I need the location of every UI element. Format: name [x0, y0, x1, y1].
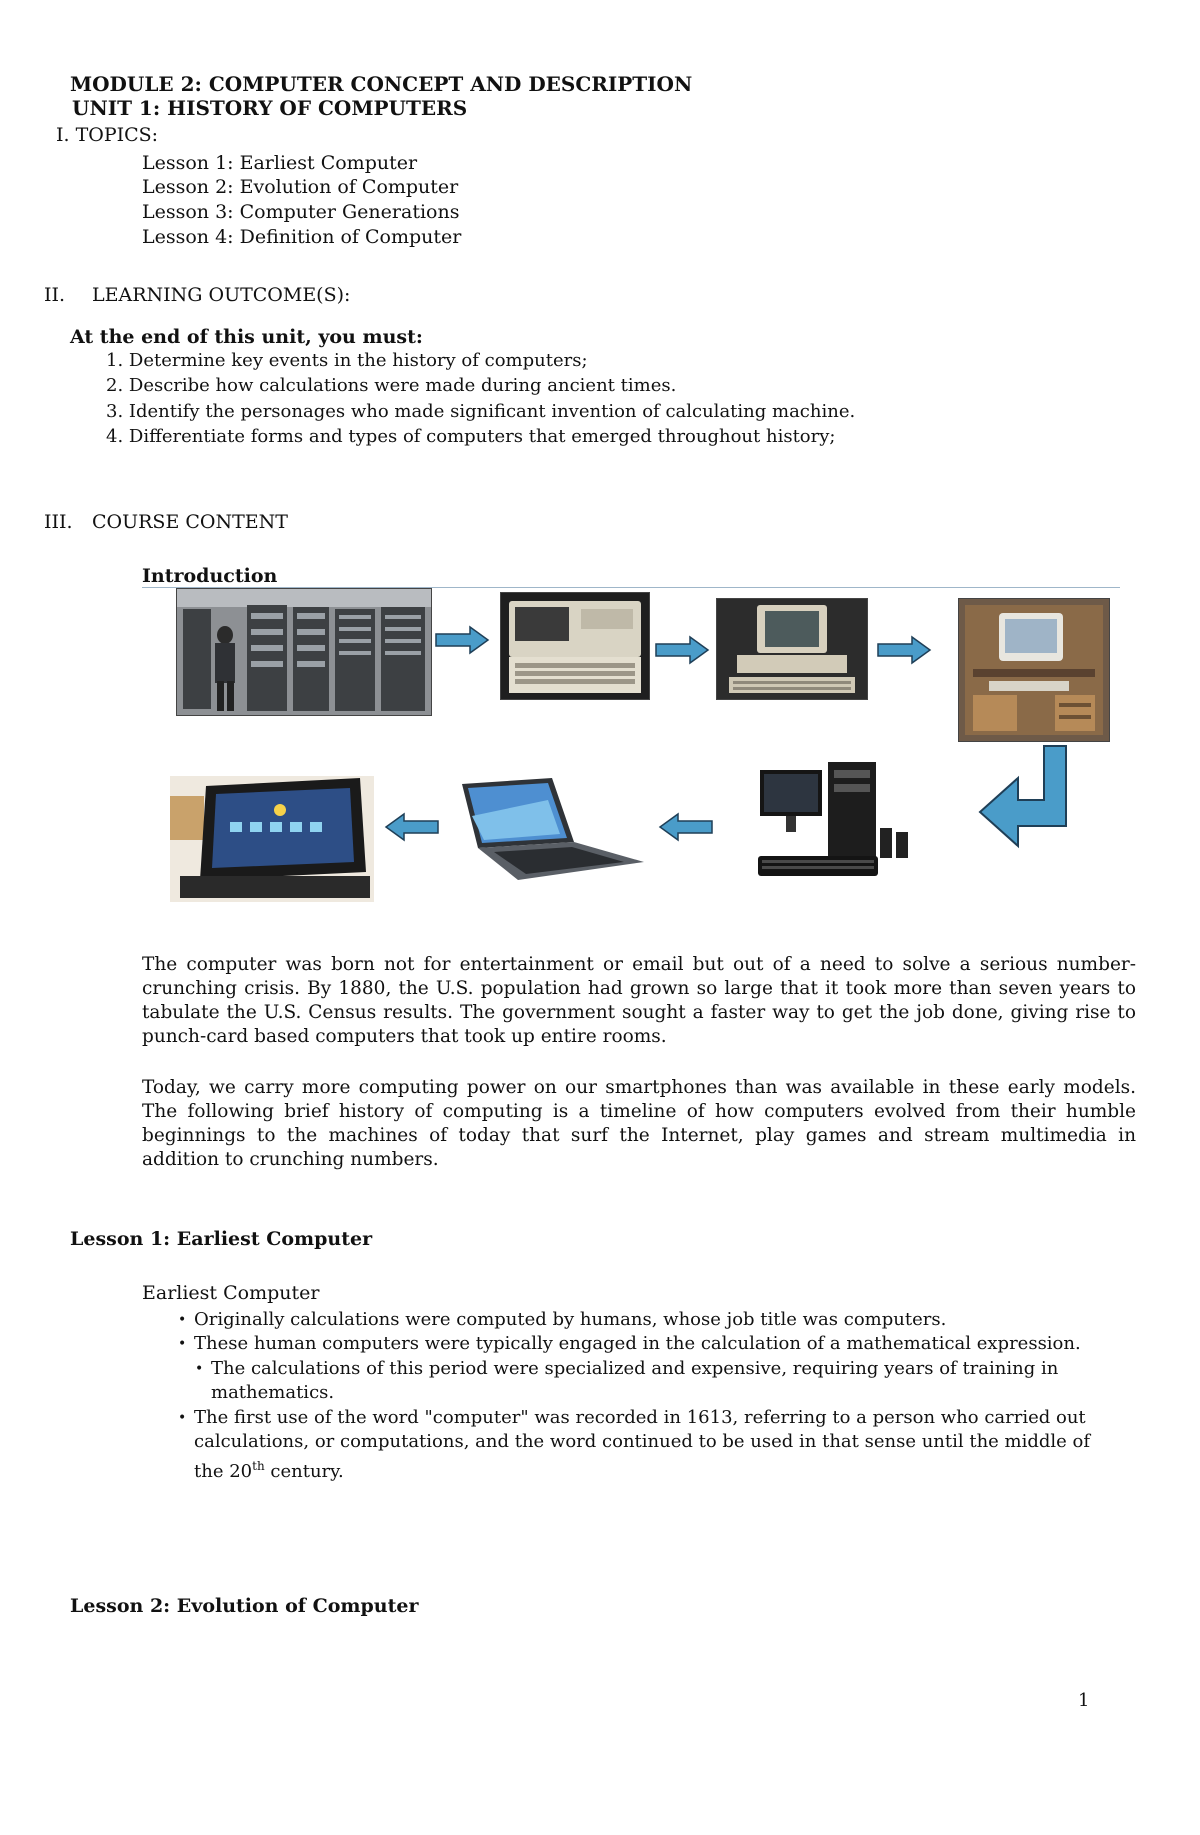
content-numeral: III. [44, 511, 73, 533]
outcomes-numeral: II. [44, 284, 66, 306]
bullet-dot-icon: • [178, 1312, 187, 1328]
modern-desktop-image [752, 760, 930, 882]
bullet-dot-icon: • [195, 1361, 204, 1377]
outcome-item-3: 3. Identify the personages who made significant invention of calculating machine. [106, 401, 856, 422]
lesson1-bullet-4-tail: century. [264, 1461, 344, 1482]
laptop-image [448, 776, 648, 886]
lesson2-heading: Lesson 2: Evolution of Computer [70, 1595, 419, 1617]
outcome-item-1: 1. Determine key events in the history of computers; [106, 350, 588, 371]
lesson1-bullet-3 [195, 1357, 1071, 1405]
lesson1-subheading: Earliest Computer [142, 1282, 320, 1304]
lesson1-bullet-4-ordinal: 20 [229, 1461, 253, 1482]
arrow-down-left-icon [976, 742, 1074, 850]
lesson1-heading: Lesson 1: Earliest Computer [70, 1228, 373, 1250]
intro-paragraph-1: The computer was born not for entertainment or email but out of a need to solve a serious number-crunching crisis. By 1880, the U.S. population had grown so large that it took more than seven years to tabulate the U.S. Census results. The government sought a faster way to get the job done, giving rise to punch-card based computers that took up entire rooms. [142, 954, 1136, 1047]
outcome-item-2: 2. Describe how calculations were made during ancient times. [106, 375, 677, 396]
topic-lesson-4: Lesson 4: Definition of Computer [142, 226, 462, 248]
arrow-left-icon [384, 812, 440, 842]
lesson1-bullet-1-text: Originally calculations were computed by humans, whose job title was computers. [194, 1309, 947, 1330]
topic-lesson-3: Lesson 3: Computer Generations [142, 201, 460, 223]
lesson1-bullet-4 [178, 1406, 1094, 1484]
arrow-left-icon [658, 812, 714, 842]
introduction-heading: Introduction [142, 565, 278, 587]
outcomes-intro: At the end of this unit, you must: [70, 326, 423, 348]
topic-lesson-2: Lesson 2: Evolution of Computer [142, 176, 459, 198]
intro-paragraph-2: Today, we carry more computing power on our smartphones than was available in these early models. The following brief history of computing is a timeline of how computers evolved from their humble beginnings to the machines of today that surf the Internet, play games and stream multimedia in addition to crunching numbers. [142, 1077, 1136, 1170]
module-title: MODULE 2: COMPUTER CONCEPT AND DESCRIPTION [70, 72, 693, 96]
desktop-pc-image [716, 598, 868, 700]
lesson1-bullet-1 [178, 1308, 1134, 1332]
lesson1-bullet-4-text: The first use of the word "computer" was recorded in 1613, referring to a person who carried out calculations, or computations, and the word continued to be used in that sense until the middle of the [194, 1407, 1091, 1482]
computer-desk-image [958, 598, 1110, 742]
outcome-item-4: 4. Differentiate forms and types of computers that emerged throughout history; [106, 426, 836, 447]
arrow-right-icon [654, 635, 710, 665]
bullet-dot-icon: • [178, 1410, 187, 1426]
bullet-dot-icon: • [178, 1336, 187, 1352]
early-portable-computer-image [500, 592, 650, 700]
lesson1-bullet-4-sup: th [252, 1459, 265, 1473]
content-heading: COURSE CONTENT [92, 511, 288, 533]
arrow-right-icon [876, 635, 932, 665]
lesson1-bullet-2-text: These human computers were typically engaged in the calculation of a mathematical expression. [194, 1333, 1081, 1354]
mainframe-image [176, 588, 432, 716]
arrow-right-icon [434, 625, 490, 655]
unit-title: UNIT 1: HISTORY OF COMPUTERS [72, 96, 468, 120]
lesson1-bullet-3-text: The calculations of this period were specialized and expensive, requiring years of training in mathematics. [211, 1358, 1059, 1403]
page-number: 1 [1078, 1690, 1090, 1711]
lesson1-bullet-2 [178, 1332, 1134, 1356]
outcomes-heading: LEARNING OUTCOME(S): [92, 284, 351, 306]
topic-lesson-1: Lesson 1: Earliest Computer [142, 152, 418, 174]
topics-heading: I. TOPICS: [56, 124, 159, 146]
tablet-computer-image [170, 776, 374, 902]
